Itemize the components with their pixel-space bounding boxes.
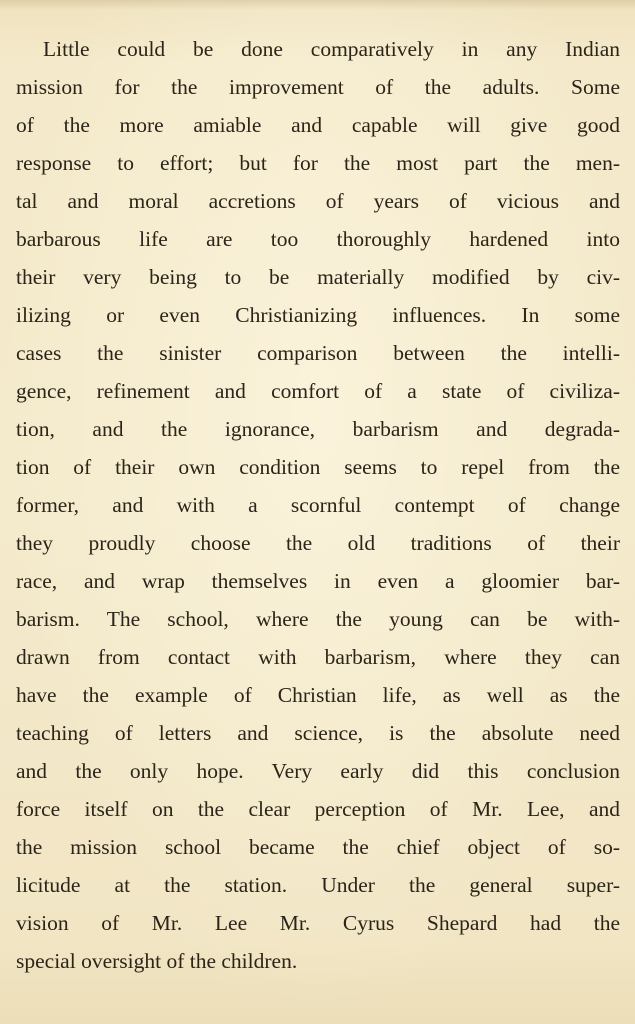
text-line: response to effort; but for the most part the men- xyxy=(16,151,620,175)
text-line: the mission school became the chief object of so- xyxy=(16,835,620,859)
text-line: mission for the improvement of the adults. Some xyxy=(16,75,620,99)
body-paragraph xyxy=(16,30,620,980)
text-line: tion, and the ignorance, barbarism and degrada- xyxy=(16,417,620,441)
text-line: drawn from contact with barbarism, where they can xyxy=(16,645,620,669)
text-line: their very being to be materially modified by civ- xyxy=(16,265,620,289)
text-line: barbarous life are too thoroughly hardened into xyxy=(16,227,620,251)
text-line: vision of Mr. Lee Mr. Cyrus Shepard had the xyxy=(16,911,620,935)
text-line: former, and with a scornful contempt of change xyxy=(16,493,620,517)
text-line: barism. The school, where the young can be with- xyxy=(16,607,620,631)
text-line: force itself on the clear perception of Mr. Lee, and xyxy=(16,797,620,821)
text-line: tal and moral accretions of years of vicious and xyxy=(16,189,620,213)
text-line: have the example of Christian life, as well as the xyxy=(16,683,620,707)
text-line: and the only hope. Very early did this conclusion xyxy=(16,759,620,783)
text-line: race, and wrap themselves in even a gloomier bar- xyxy=(16,569,620,593)
text-line: gence, refinement and comfort of a state of civiliza- xyxy=(16,379,620,403)
text-line: they proudly choose the old traditions of their xyxy=(16,531,620,555)
text-line: teaching of letters and science, is the absolute need xyxy=(16,721,620,745)
text-line: ilizing or even Christianizing influences. In some xyxy=(16,303,620,327)
text-line: Little could be done comparatively in any Indian xyxy=(43,37,620,61)
text-line: cases the sinister comparison between the intelli- xyxy=(16,341,620,365)
text-line: of the more amiable and capable will give good xyxy=(16,113,620,137)
text-line: tion of their own condition seems to repel from the xyxy=(16,455,620,479)
text-line: licitude at the station. Under the general super- xyxy=(16,873,620,897)
text-line: special oversight of the children. xyxy=(16,949,298,973)
page-top-shadow xyxy=(0,0,635,10)
